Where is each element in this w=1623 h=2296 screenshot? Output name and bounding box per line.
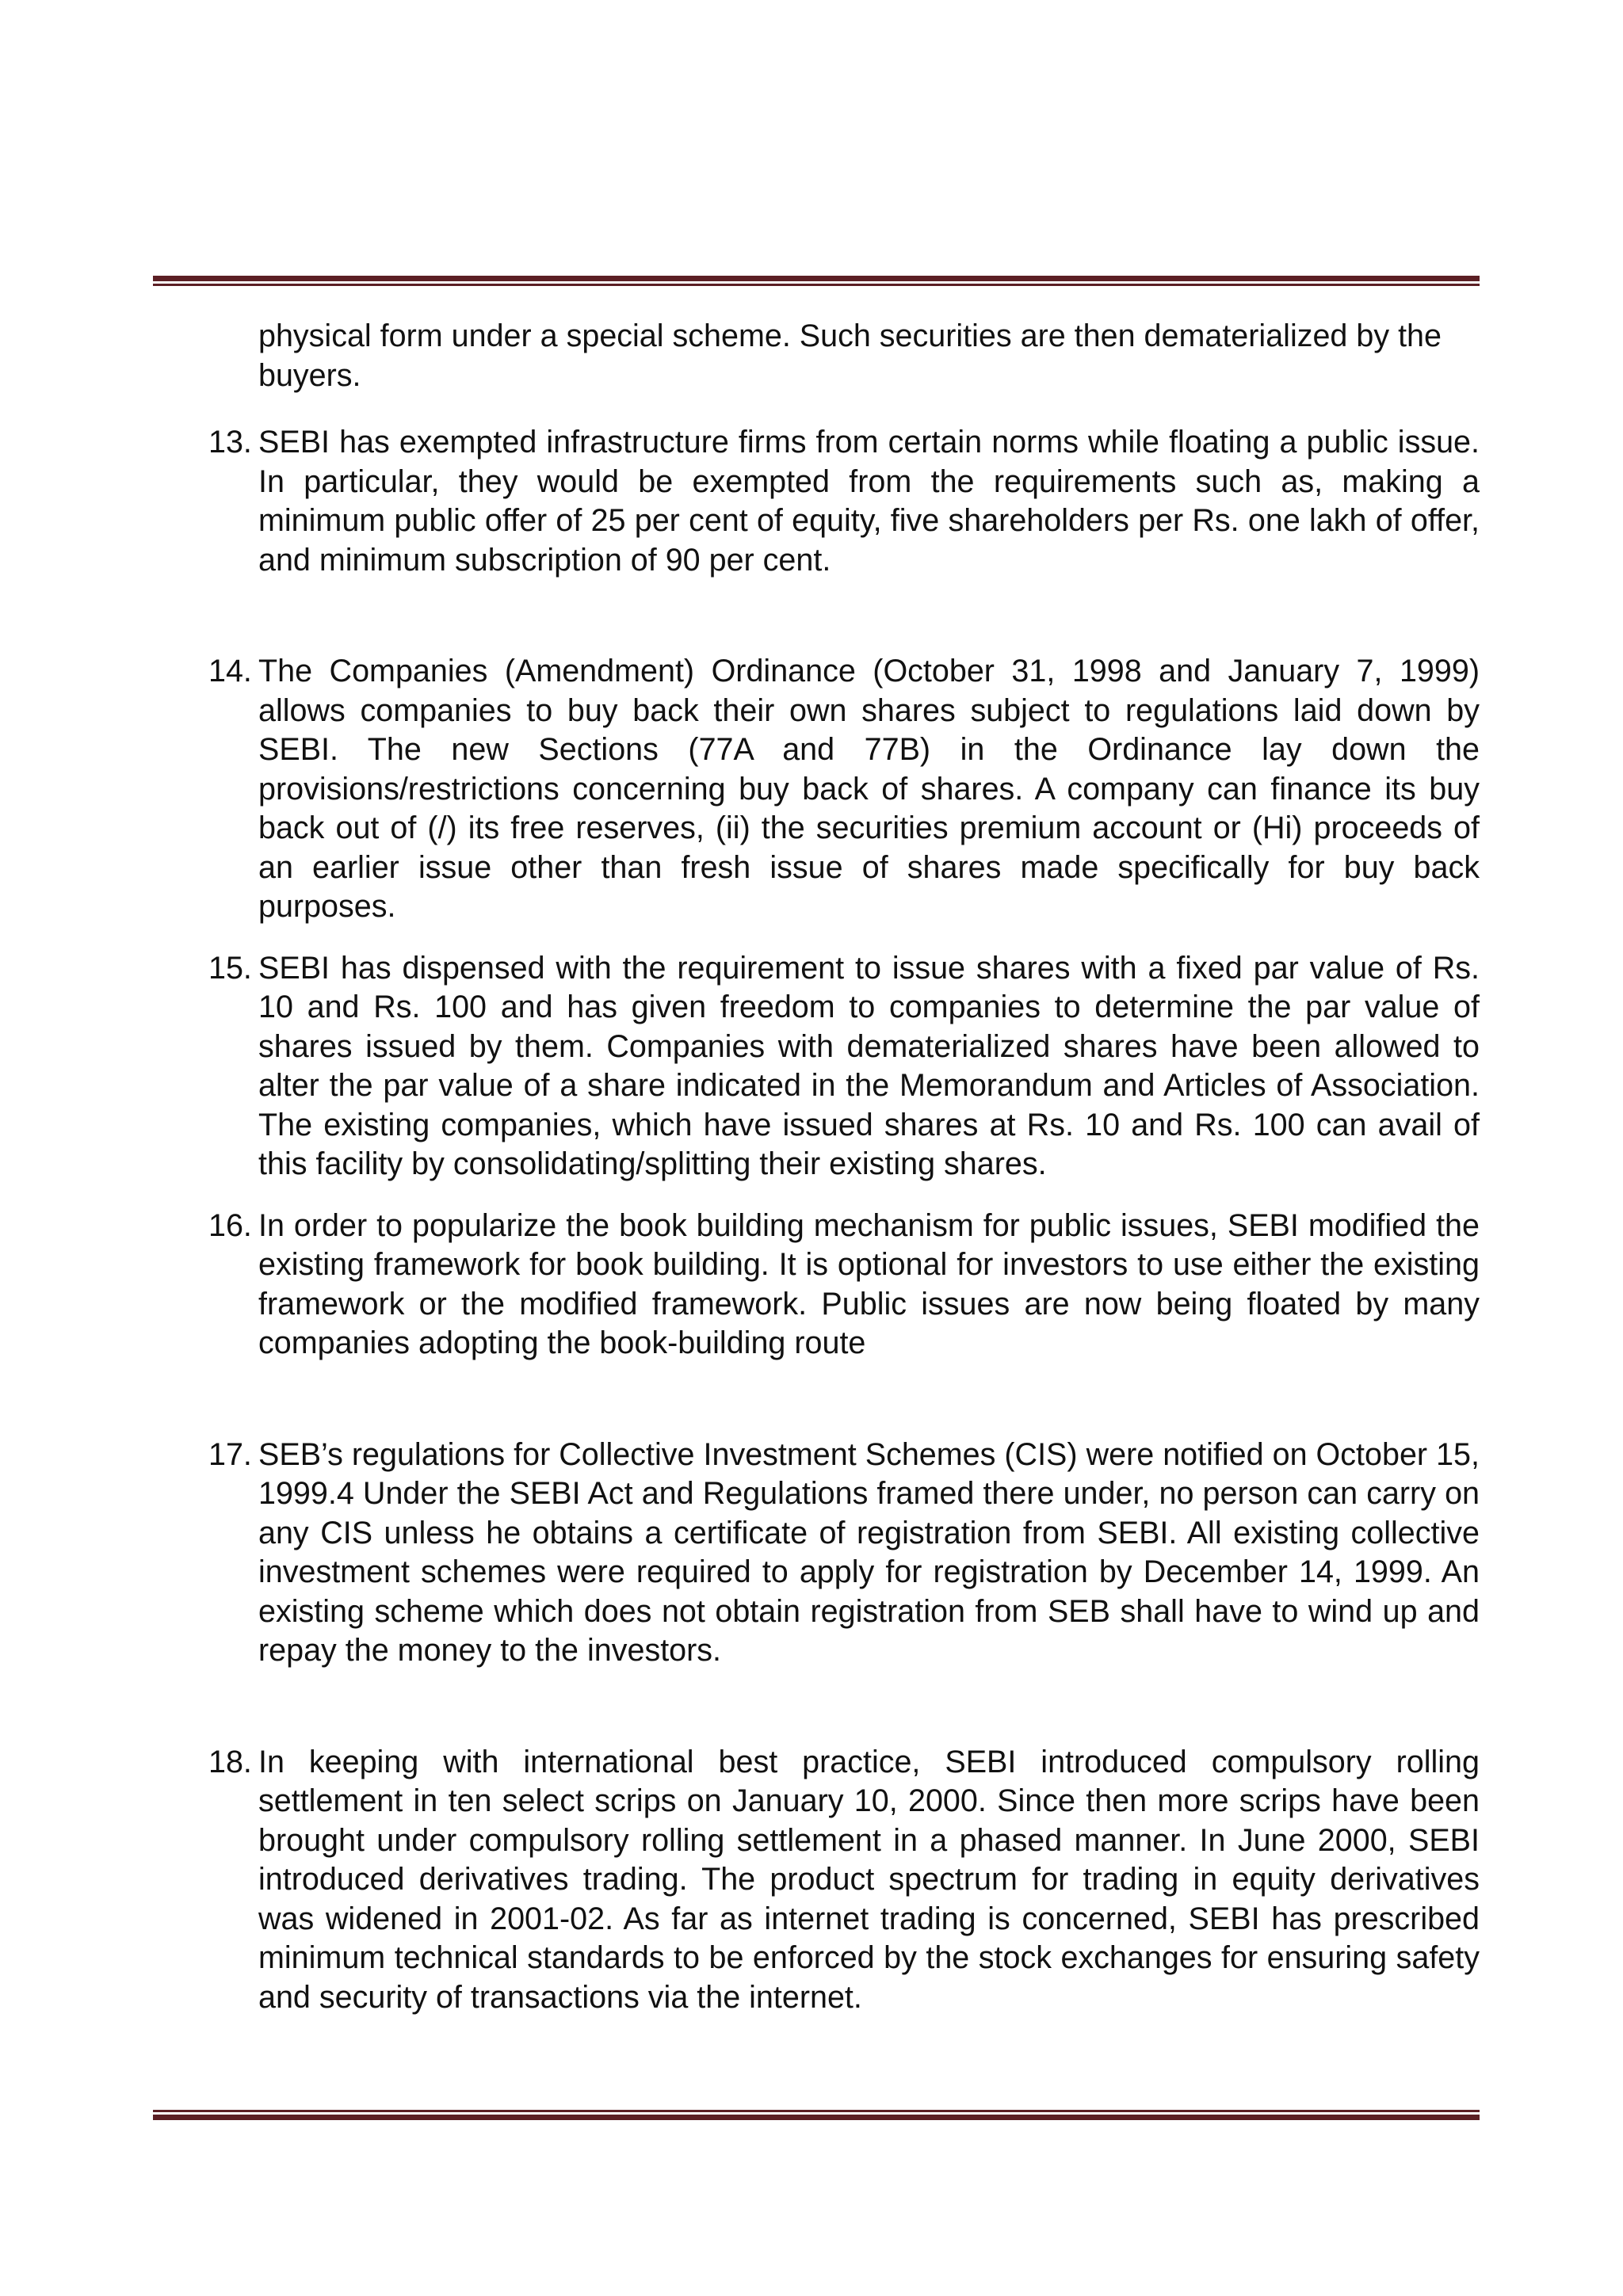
list-item-13 xyxy=(153,423,1480,580)
list-item-number: 17. xyxy=(208,1436,252,1472)
list-item-18 xyxy=(153,1743,1480,2018)
list-item-17 xyxy=(153,1436,1480,1671)
list-item-text: In order to popularize the book building mechanism for public issues, SEBI modified the existing framework for book building. It is optional for investors to use either the existing framework or the modified framework. Public issues are now being floated by many companies adopting the book-building route xyxy=(258,1207,1480,1360)
list-item-text: The Companies (Amendment) Ordinance (October 31, 1998 and January 7, 1999) allows companies to buy back their own shares subject to regulations laid down by SEBI. The new Sections (77A and 77B) in the Ordinance lay down the provisions/restrictions concerning buy back of shares. A company can finance its buy back out of (/) its free reserves, (ii) the securities premium account or (Hi) proceeds of an earlier issue other than fresh issue of shares made specifically for buy back purposes. xyxy=(258,654,1480,924)
footer-rule xyxy=(153,2110,1480,2120)
footer-rule-thick-line xyxy=(153,2115,1480,2120)
list-item-14 xyxy=(153,652,1480,927)
footer-rule-thin-line xyxy=(153,2110,1480,2112)
header-rule-thin-line xyxy=(153,284,1480,286)
continuation-paragraph: physical form under a special scheme. Such securities are then dematerialized by the buyers. xyxy=(258,318,1442,393)
page-content xyxy=(153,317,1480,2017)
header-rule xyxy=(153,276,1480,286)
list-item-number: 14. xyxy=(208,654,252,688)
list-item-text: SEBI has exempted infrastructure firms from certain norms while floating a public issue. In particular, they would be exempted from the requirements such as, making a minimum public offer of 25 per cent of equity, five shareholders per Rs. one lakh of offer, and minimum subscription of 90 per cent. xyxy=(258,425,1480,578)
list-item-text: In keeping with international best practice, SEBI introduced compulsory rolling settlement in ten select scrips on January 10, 2000. Since then more scrips have been brought under compulsory rolling settlement in a phased manner. In June 2000, SEBI introduced derivatives trading. The product spectrum for trading in equity derivatives was widened in 2001-02. As far as internet trading is concerned, SEBI has prescribed minimum technical standards to be enforced by the stock exchanges for ensuring safety and security of transactions via the internet. xyxy=(258,1744,1480,2015)
list-item-text: SEB’s regulations for Collective Investment Schemes (CIS) were notified on October 15, 1999.4 Under the SEBI Act and Regulations framed there under, no person can carry on any CIS unless he obtains a certificate of registration from SEBI. All existing collective investment schemes were required to apply for registration by December 14, 1999. An existing scheme which does not obtain registration from SEB shall have to wind up and repay the money to the investors. xyxy=(258,1436,1480,1668)
list-item-15 xyxy=(153,949,1480,1184)
list-item-number: 18. xyxy=(208,1744,252,1779)
list-item-16 xyxy=(153,1207,1480,1363)
list-item-text: SEBI has dispensed with the requirement to issue shares with a fixed par value of Rs. 10 and Rs. 100 and has given freedom to companies to determine the par value of shares issued by them. Companies with dematerialized shares have been allowed to alter the par value of a share indicated in the Memorandum and Articles of Association. The existing companies, which have issued shares at Rs. 10 and Rs. 100 can avail of this facility by consolidating/splitting their existing shares. xyxy=(258,950,1480,1181)
list-item-number: 13. xyxy=(208,425,252,460)
header-rule-thick-line xyxy=(153,276,1480,281)
list-item-number: 16. xyxy=(208,1207,252,1243)
list-item-number: 15. xyxy=(208,950,252,986)
